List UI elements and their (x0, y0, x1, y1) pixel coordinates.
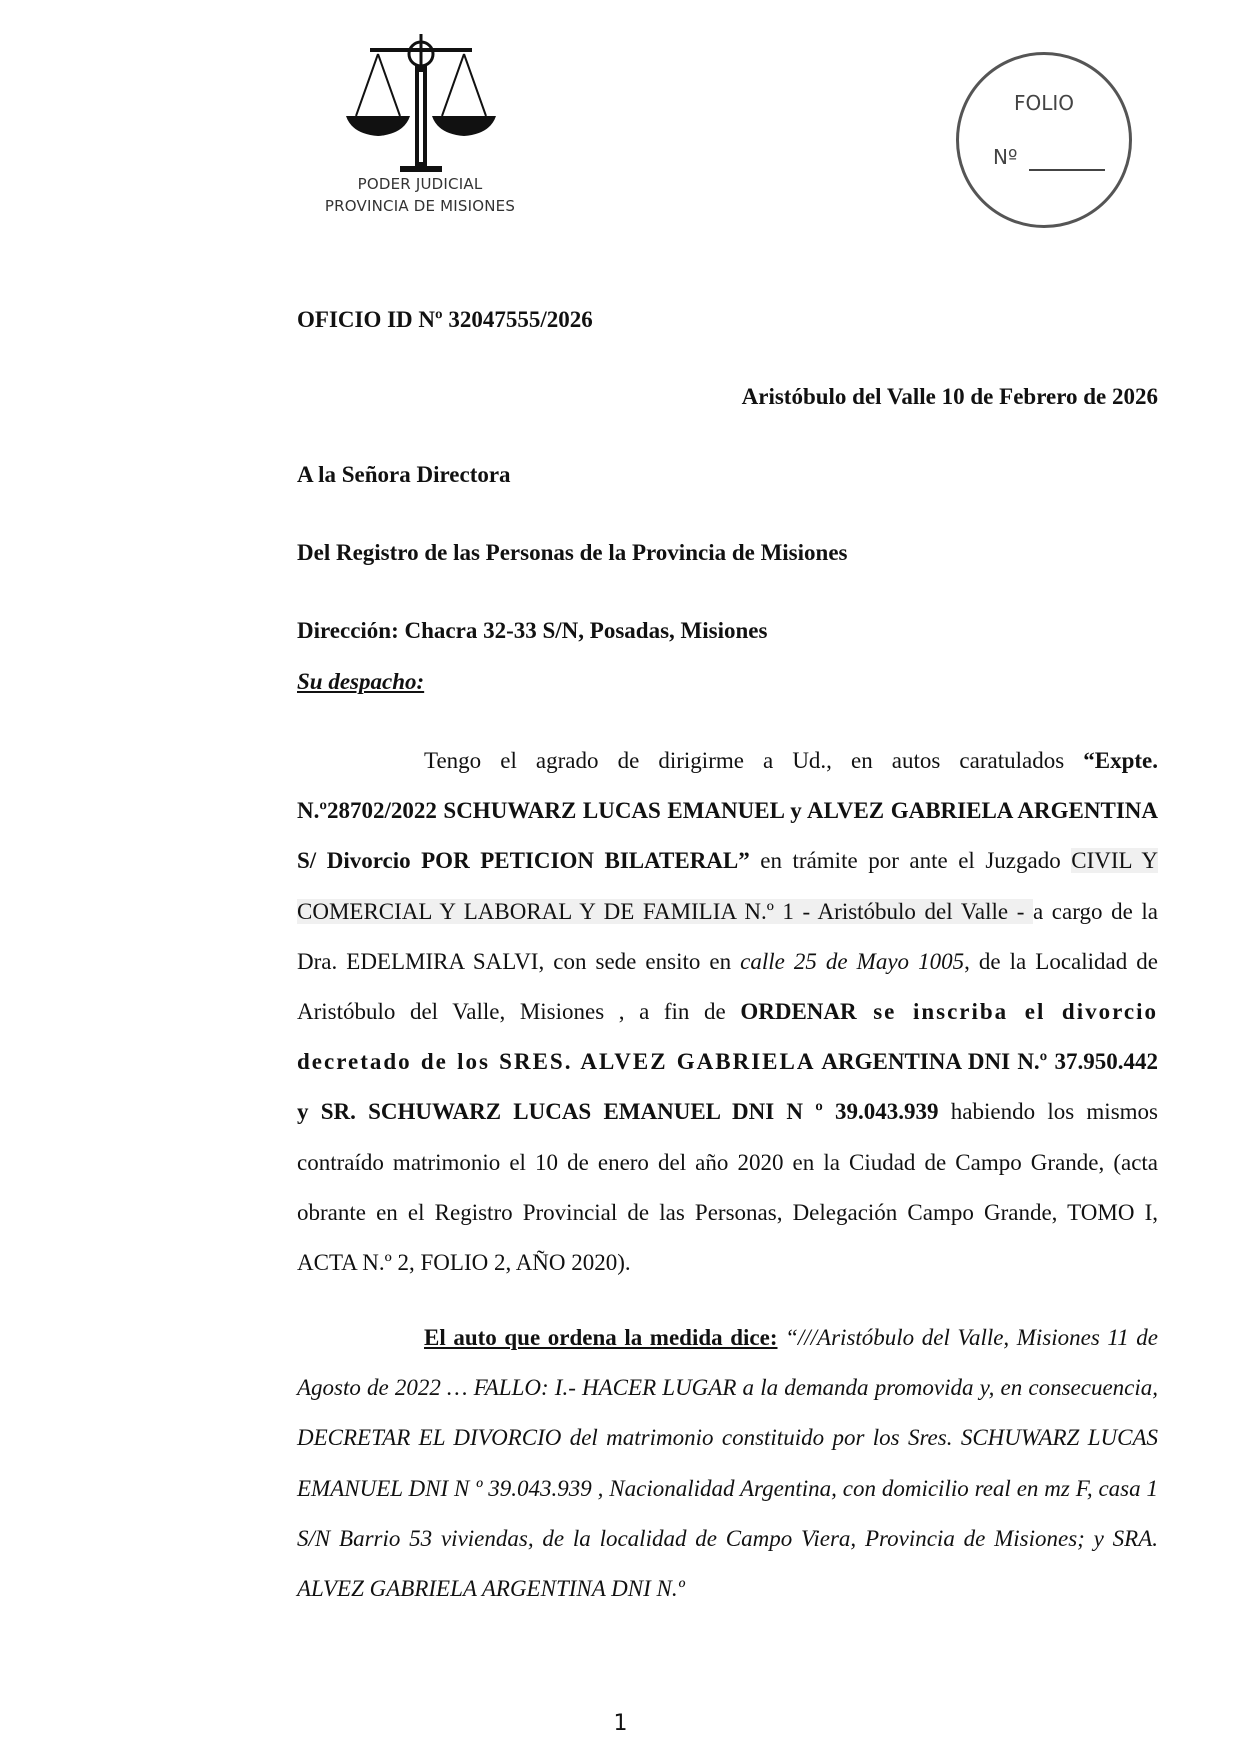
ordenar-word: ORDENAR (740, 999, 857, 1025)
p1-text-5: a cargo de la Dra. EDELMIRA SALVI, con sede ensito en (297, 898, 1158, 974)
poder-judicial-logo (300, 28, 540, 228)
logo-text-poder-judicial: PODER JUDICIAL (357, 175, 483, 193)
recipient-institution: Del Registro de las Personas de la Provincia de Misiones (297, 540, 848, 565)
date-line: Aristóbulo del Valle 10 de Febrero de 2026 (741, 384, 1158, 409)
recipient-title: A la Señora Directora (297, 462, 511, 487)
oficio-id: OFICIO ID Nº 32047555/2026 (297, 307, 593, 332)
scales-of-justice-icon (338, 32, 502, 174)
case-caption: “Expte. N.º28702/2022 SCHUWARZ LUCAS EMANUEL y ALVEZ GABRIELA ARGENTINA S/ Divorcio POR PETICION BILATERAL” (297, 748, 1158, 874)
logo-text-provincia: PROVINCIA DE MISIONES (324, 197, 516, 215)
p1-text-3: en trámite por ante el Juzgado (749, 848, 1072, 874)
ruling-quote: “///Aristóbulo del Valle, Misiones 11 de Agosto de 2022 … FALLO: I.- HACER LUGAR a la demanda promovida y, en consecuencia, DECRETAR EL DIVORCIO del matrimonio constituido por los Sres. SCHUWARZ LUCAS EMANUEL DNI N º 39.043.939 , Nacionalidad Argentina, con domicilio real en mz F, casa 1 S/N Barrio 53 viviendas, de la localidad de Campo Viera, Provincia de Misiones; y SRA. ALVEZ GABRIELA ARGENTINA DNI N.º (297, 1325, 1158, 1602)
folio-label: FOLIO (1014, 91, 1075, 115)
p1-text-11: habiendo los mismos contraído matrimonio el 10 de enero del año 2020 en la Ciudad de Campo Grande, (acta obrante en el Registro Provincial de las Personas, Delegación Campo Grande, TOMO I, ACTA N.º 2, FOLIO 2, AÑO 2020). (297, 1099, 1158, 1276)
p1-text-7: , de la Localidad de Aristóbulo del Valle, Misiones , a fin de (297, 948, 1158, 1025)
ruling-heading: El auto que ordena la medida dice: (424, 1325, 778, 1350)
paragraph-ruling (297, 1313, 1158, 1614)
folio-number-line (1029, 169, 1105, 171)
p1-order-text: se inscriba el divorcio decretado de los SRES. ALVEZ GABRIELA (297, 999, 1159, 1075)
court-name: CIVIL Y COMERCIAL Y LABORAL Y DE FAMILIA N.º 1 - Aristóbulo del Valle - (297, 848, 1158, 924)
page-number: 1 (613, 1711, 628, 1736)
paragraph-request (297, 736, 1158, 1288)
su-despacho: Su despacho: (297, 669, 425, 694)
recipient-address: Dirección: Chacra 32-33 S/N, Posadas, Misiones (297, 618, 768, 643)
folio-number-label: Nº (993, 145, 1018, 169)
p1-text-1: Tengo el agrado de dirigirme a Ud., en autos caratulados (424, 748, 1084, 773)
folio-stamp (956, 52, 1132, 228)
parties-dni: ARGENTINA DNI N.º 37.950.442 y SR. SCHUWARZ LUCAS EMANUEL DNI N º 39.043.939 (297, 1049, 1158, 1125)
court-address: calle 25 de Mayo 1005 (740, 948, 965, 974)
